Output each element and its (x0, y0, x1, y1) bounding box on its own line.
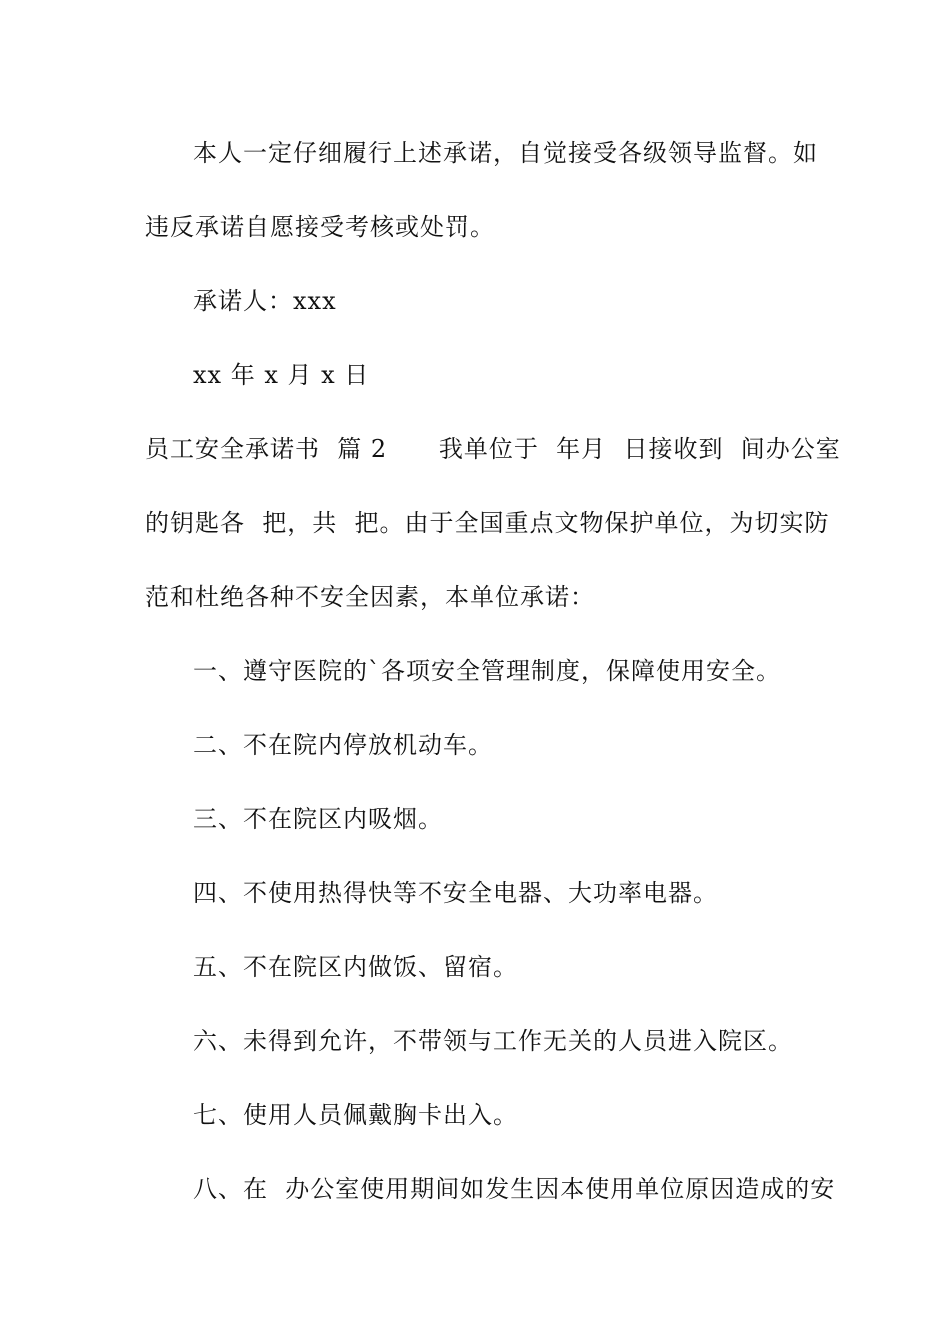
list-item-8: 八、在 办公室使用期间如发生因本使用单位原因造成的安 (193, 1175, 836, 1203)
list-item-7: 七、使用人员佩戴胸卡出入。 (193, 1101, 518, 1129)
list-item-2: 二、不在院内停放机动车。 (193, 731, 493, 759)
paragraph-commitment-line-1: 本人一定仔细履行上述承诺，自觉接受各级领导监督。如 (193, 139, 818, 167)
list-item-3: 三、不在院区内吸烟。 (193, 805, 443, 833)
list-item-6: 六、未得到允许，不带领与工作无关的人员进入院区。 (193, 1027, 793, 1055)
section-heading-line: 员工安全承诺书 篇 2 我单位于 年月 日接收到 间办公室 (145, 435, 841, 463)
date-line: xx 年 x 月 x 日 (193, 361, 370, 389)
list-item-1: 一、遵守医院的`各项安全管理制度，保障使用安全。 (193, 657, 781, 685)
signer-line: 承诺人：xxx (193, 287, 337, 315)
paragraph-commitment-line-2: 违反承诺自愿接受考核或处罚。 (145, 213, 495, 241)
list-item-5: 五、不在院区内做饭、留宿。 (193, 953, 518, 981)
list-item-4: 四、不使用热得快等不安全电器、大功率电器。 (193, 879, 718, 907)
paragraph-intro-line-2: 的钥匙各 把，共 把。由于全国重点文物保护单位，为切实防 (145, 509, 830, 537)
paragraph-intro-line-3: 范和杜绝各种不安全因素，本单位承诺： (145, 583, 595, 611)
